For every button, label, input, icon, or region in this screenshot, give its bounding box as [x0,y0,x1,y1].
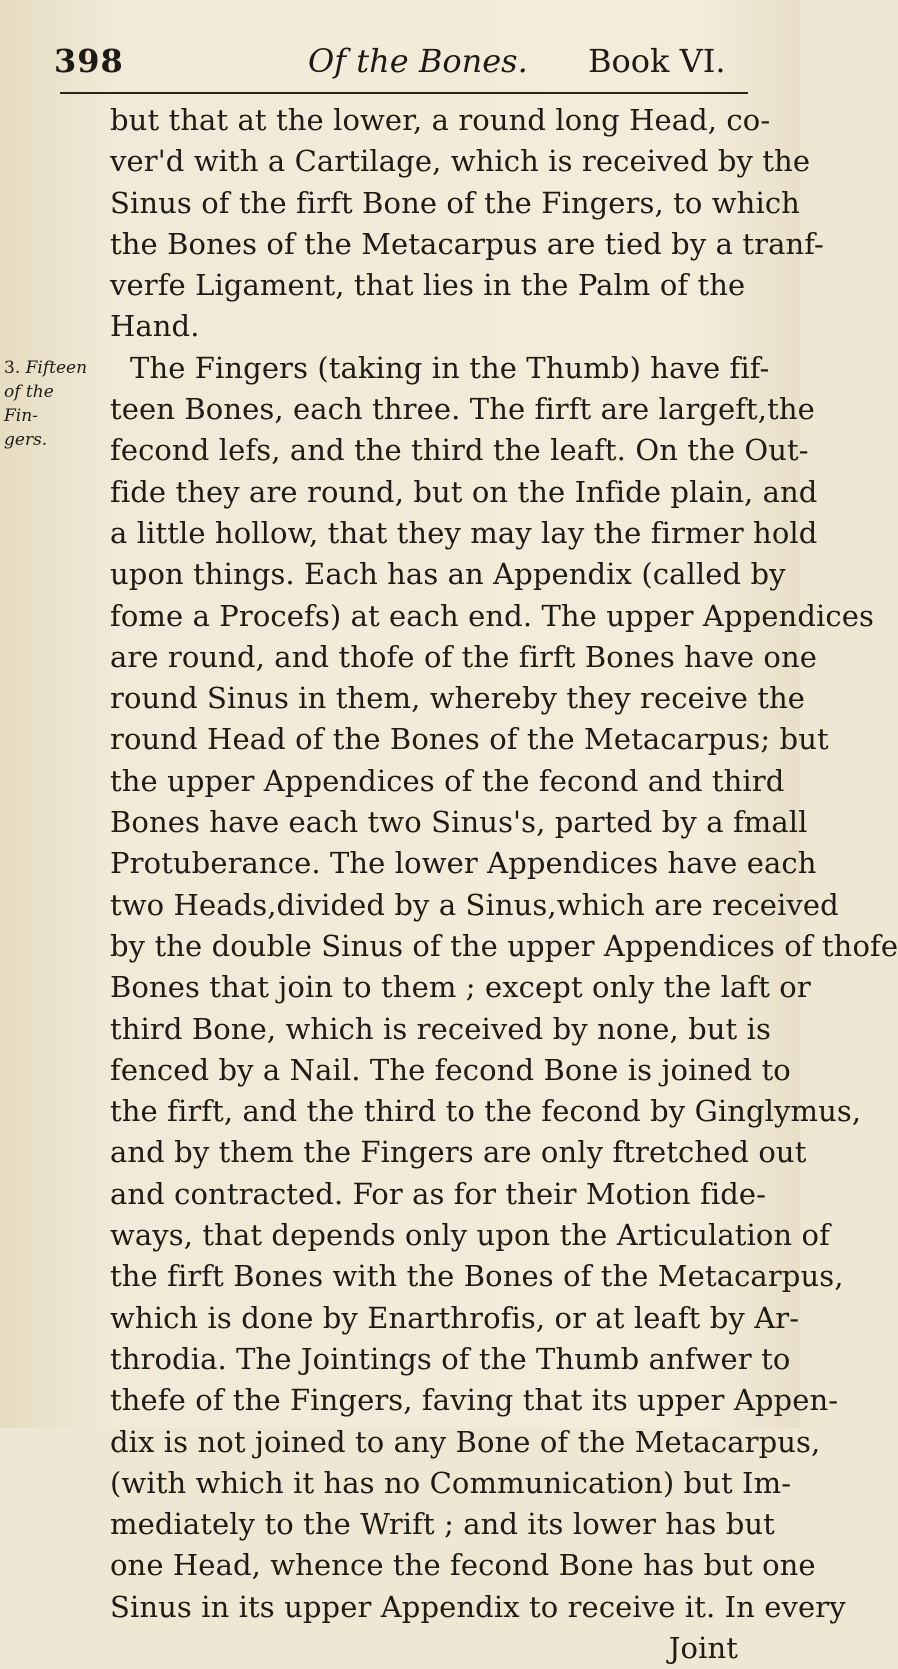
running-title: Of the Bones. [308,42,528,80]
body-text [110,100,898,1669]
margin-note-line: of the Fin- [4,382,54,426]
text-line: Protuberance. The lower Appendices have each [110,846,817,881]
book-label: Book VI. [588,42,726,80]
text-line: by the double Sinus of the upper Appendices of thofe [110,928,898,963]
text-line: Bones have each two Sinus's, parted by a fmall [110,805,808,840]
text-line: third Bone, which is received by none, but is [110,1011,771,1046]
margin-note-line: Fifteen [25,358,88,378]
text-line: Bones that join to them ; except only the laft or [110,970,811,1005]
text-line: mediately to the Wrift ; and its lower has but [110,1507,775,1542]
margin-note [4,356,90,452]
text-line: fenced by a Nail. The fecond Bone is joined to [110,1052,791,1087]
text-line: fide they are round, but on the Infide plain, and [110,474,818,509]
text-line: which is done by Enarthrofis, or at leaft by Ar- [110,1300,800,1335]
text-line: two Heads,divided by a Sinus,which are received [110,887,839,922]
text-line: fome a Procefs) at each end. The upper Appendices [110,598,874,633]
page-number: 398 [54,42,124,80]
text-line: and contracted. For as for their Motion fide- [110,1176,767,1211]
text-line: fecond lefs, and the third the leaft. On the Out- [110,433,809,468]
text-line: throdia. The Jointings of the Thumb anfwer to [110,1341,791,1376]
text-line: the firft Bones with the Bones of the Metacarpus, [110,1259,844,1294]
text-line: verfe Ligament, that lies in the Palm of the [110,268,746,303]
text-line: a little hollow, that they may lay the firmer hold [110,515,818,550]
text-line: The Fingers (taking in the Thumb) have fif- [130,350,770,385]
margin-note-number: 3. [4,358,21,378]
text-line: dix is not joined to any Bone of the Metacarpus, [110,1424,821,1459]
text-line: round Head of the Bones of the Metacarpus; but [110,722,829,757]
text-line: ways, that depends only upon the Articulation of [110,1218,830,1253]
text-line: Sinus of the firft Bone of the Fingers, to which [110,185,800,220]
text-line: the Bones of the Metacarpus are tied by a tranf- [110,226,824,261]
text-line: one Head, whence the fecond Bone has but one [110,1548,816,1583]
text-line: round Sinus in them, whereby they receive the [110,681,806,716]
text-line: are round, and thofe of the firft Bones have one [110,639,818,674]
text-line: but that at the lower, a round long Head, co- [110,103,771,137]
margin-note-line: gers. [4,430,48,450]
text-line: and by them the Fingers are only ftretched out [110,1135,807,1170]
text-line: thefe of the Fingers, faving that its upper Appen- [110,1383,839,1418]
text-line: the upper Appendices of the fecond and third [110,763,785,798]
text-line: teen Bones, each three. The firft are largeft,the [110,392,815,427]
text-line: (with which it has no Communication) but Im- [110,1465,792,1500]
text-line: upon things. Each has an Appendix (called by [110,557,786,592]
text-line: Hand. [110,309,200,344]
text-line: ver'd with a Cartilage, which is received by the [110,144,811,179]
text-line: the firft, and the third to the fecond by Ginglymus, [110,1094,862,1129]
text-line: Sinus in its upper Appendix to receive it. In every [110,1589,846,1624]
page-header [40,38,760,90]
catchword: Joint [668,1630,738,1665]
header-rule [60,92,748,94]
